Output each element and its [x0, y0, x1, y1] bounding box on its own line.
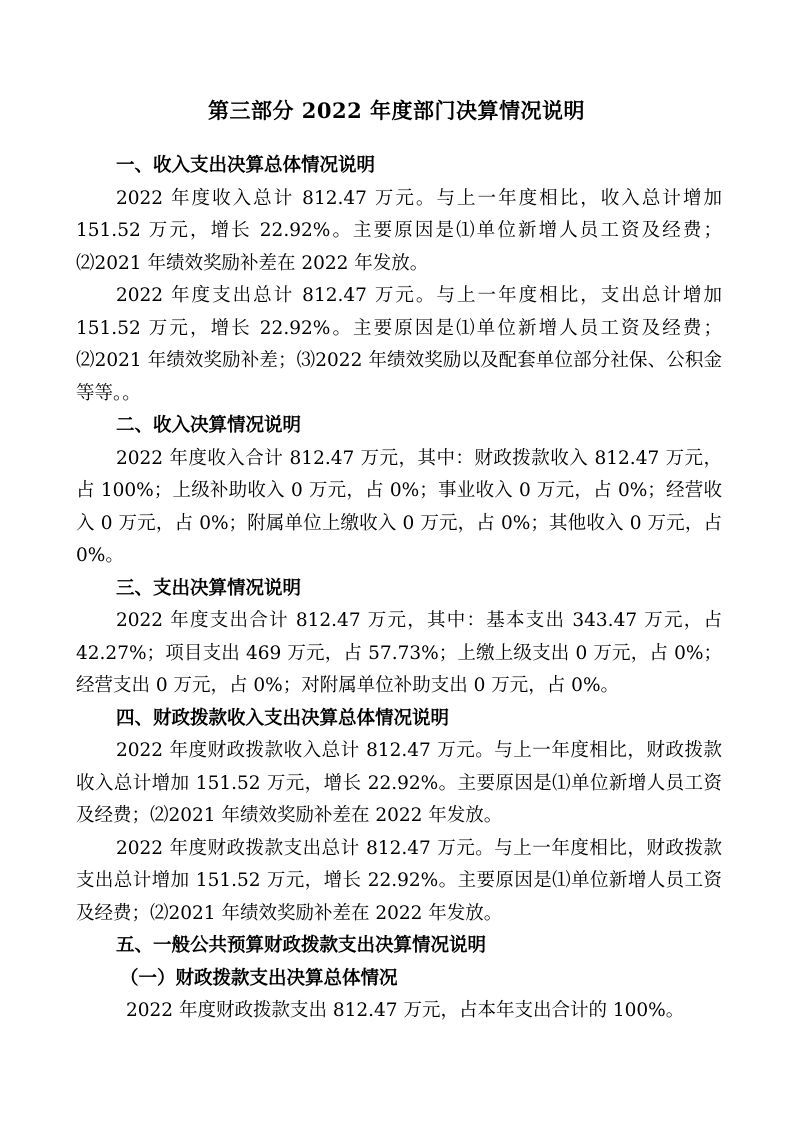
paragraph: 2022 年度支出合计 812.47 万元，其中：基本支出 343.47 万元，占 42.27%；项目支出 469 万元，占 57.73%；上缴上级支出 0 万元，占 0%；经营支出 0 万元，占 0%；对附属单位补助支出 0 万元，占 0%。: [76, 610, 722, 696]
section-fiscal-appropriation: [76, 703, 722, 931]
section-heading: 四、财政拨款收入支出决算总体情况说明: [116, 707, 450, 729]
section-general-budget: [76, 930, 722, 1028]
paragraph: 2022 年度财政拨款收入总计 812.47 万元。与上一年度相比，财政拨款收入总计增加 151.52 万元，增长 22.92%。主要原因是⑴单位新增人员工资及经费；⑵2021 年绩效奖励补差在 2022 年发放。: [76, 740, 722, 826]
paragraph: 2022 年度财政拨款支出总计 812.47 万元。与上一年度相比，财政拨款支出总计增加 151.52 万元，增长 22.92%。主要原因是⑴单位新增人员工资及经费；⑵2021 年绩效奖励补差在 2022 年发放。: [76, 837, 722, 924]
section-expense: [76, 573, 722, 703]
section-heading: 一、收入支出决算总体情况说明: [116, 155, 376, 176]
section-income: [76, 410, 722, 573]
section-heading: 三、支出决算情况说明: [116, 577, 302, 599]
paragraph: 2022 年度收入合计 812.47 万元，其中：财政拨款收入 812.47 万元，占 100%；上级补助收入 0 万元，占 0%；事业收入 0 万元，占 0%；经营收入 0 万元，占 0%；附属单位上缴收入 0 万元，占 0%；其他收入 0 万元，占 0%。: [76, 447, 722, 566]
section-heading: 二、收入决算情况说明: [116, 415, 302, 436]
paragraph: 2022 年度财政拨款支出 812.47 万元，占本年支出合计的 100%。: [126, 1000, 685, 1021]
section-income-expense-overview: [76, 150, 722, 410]
paragraph: 2022 年度收入总计 812.47 万元。与上一年度相比，收入总计增加 151.52 万元，增长 22.92%。主要原因是⑴单位新增人员工资及经费；⑵2021 年绩效奖励补差在 2022 年发放。: [76, 187, 722, 274]
document-body: [76, 150, 722, 1028]
section-heading: 五、一般公共预算财政拨款支出决算情况说明: [116, 935, 487, 956]
section-subheading: （一）财政拨款支出决算总体情况: [120, 967, 398, 989]
paragraph: 2022 年度支出总计 812.47 万元。与上一年度相比，支出总计增加 151.52 万元，增长 22.92%。主要原因是⑴单位新增人员工资及经费；⑵2021 年绩效奖励补差；⑶2022 年绩效奖励以及配套单位部分社保、公积金等等。。: [76, 285, 722, 404]
page-title: 第三部分 2022 年度部门决算情况说明: [207, 98, 586, 123]
